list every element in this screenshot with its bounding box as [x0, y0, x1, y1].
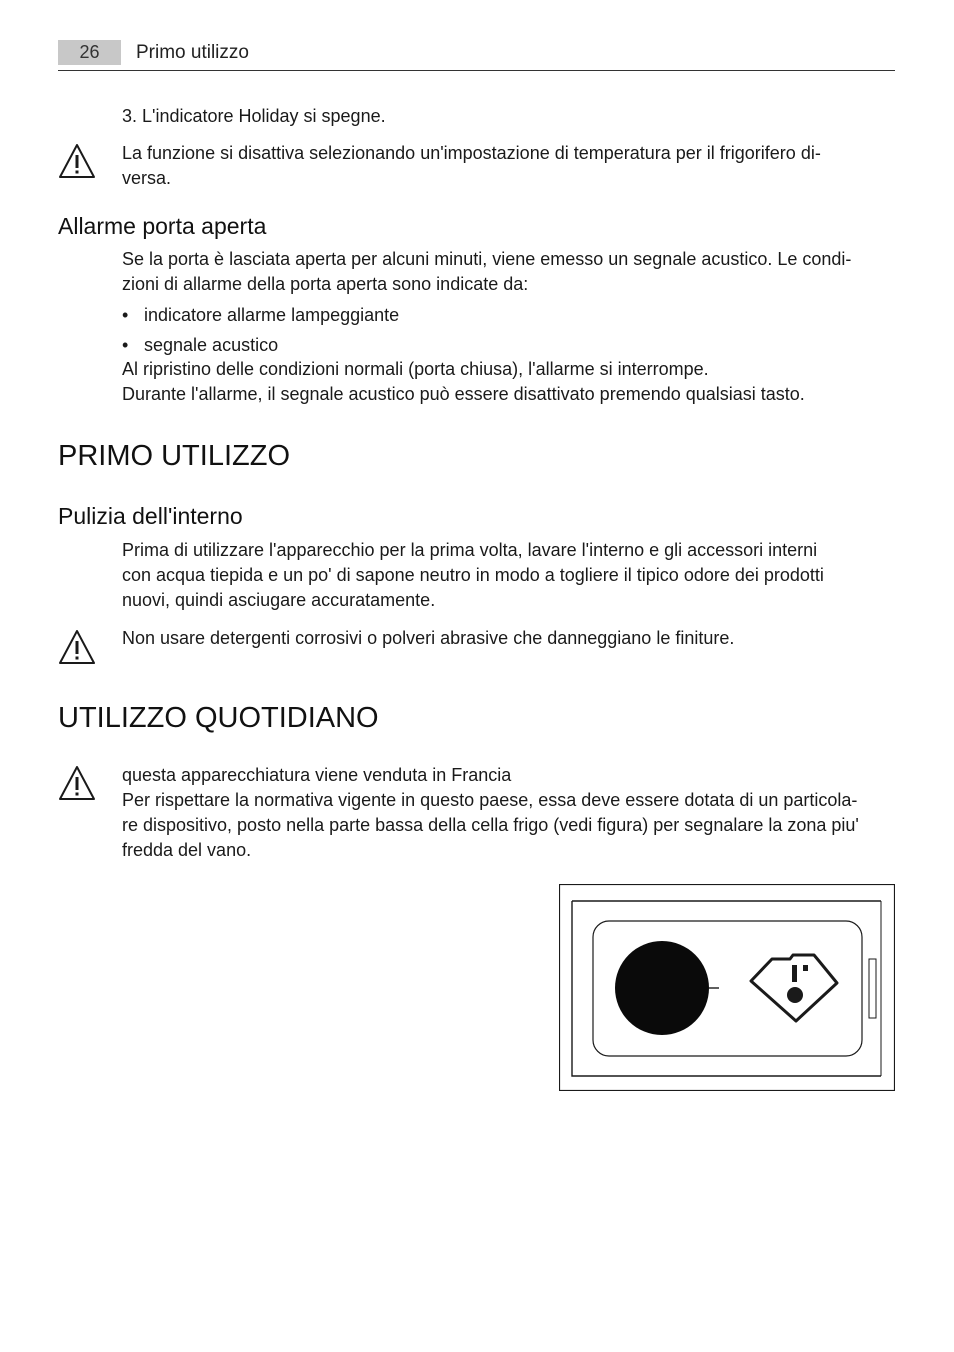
- bullet-icon: •: [122, 305, 129, 325]
- daily-use-heading: UTILIZZO QUOTIDIANO: [58, 702, 379, 734]
- warning-holiday-text: La funzione si disattiva selezionando un'impostazione di temperatura per il frigorifero di- versa.: [122, 143, 821, 188]
- cleaning-warning-text: Non usare detergenti corrosivi o polveri abrasive che danneggiano le finiture.: [122, 628, 735, 648]
- cleaning-subheading: Pulizia dell'interno: [58, 503, 243, 529]
- warning-triangle-icon: [58, 629, 96, 665]
- header-divider: [58, 70, 895, 71]
- cold-zone-figure: [559, 884, 895, 1091]
- page-number: 26: [58, 40, 121, 65]
- holiday-step: 3. L'indicatore Holiday si spegne.: [122, 106, 386, 126]
- first-use-heading: PRIMO UTILIZZO: [58, 440, 290, 472]
- list-item: • segnale acustico: [122, 333, 822, 358]
- running-header: Primo utilizzo: [136, 42, 249, 63]
- bullet-icon: •: [122, 335, 129, 355]
- france-warning-text: questa apparecchiatura viene venduta in Francia Per rispettare la normativa vigente in questo paese, essa deve essere dotata di un particola- re dispositivo, posto nella parte bassa della cella frigo (vedi figura) per segnalare la zona piu' fredda del vano.: [122, 765, 859, 860]
- warning-triangle-icon: [58, 765, 96, 801]
- warning-triangle-icon: [58, 143, 96, 179]
- door-alarm-after: Al ripristino delle condizioni normali (porta chiusa), l'allarme si interrompe. Durante l'allarme, il segnale acustico può essere disattivato premendo qualsiasi tasto.: [122, 359, 805, 404]
- door-alarm-heading: Allarme porta aperta: [58, 213, 267, 239]
- door-alarm-intro: Se la porta è lasciata aperta per alcuni minuti, viene emesso un segnale acustico. Le condi- zioni di allarme della porta aperta sono indicate da:: [122, 249, 852, 294]
- list-item: • indicatore allarme lampeggiante: [122, 303, 822, 328]
- cleaning-text: Prima di utilizzare l'apparecchio per la prima volta, lavare l'interno e gli accessori interni con acqua tiepida e un po' di sapone neutro in modo a togliere il tipico odore dei prodotti nuovi, quindi asciugare accuratamente.: [122, 540, 824, 610]
